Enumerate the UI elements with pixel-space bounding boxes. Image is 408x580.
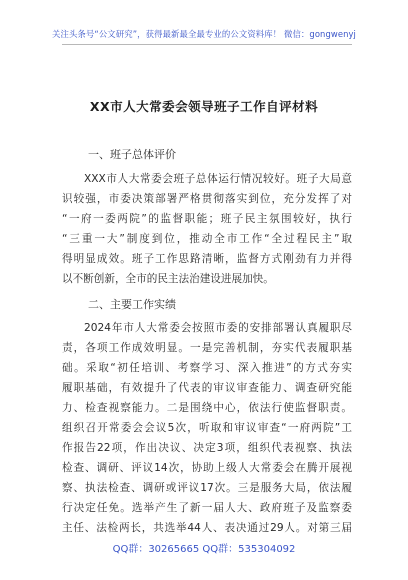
- paragraph-line: 察、执法检查、调研或评议17次。三是服务大局，依法履: [62, 482, 352, 494]
- section-heading-1: 一、班子总体评价: [88, 148, 176, 161]
- section-heading-2: 二、主要工作实绩: [88, 298, 176, 311]
- paragraph-line: 得明显成效。班子工作思路清晰，监督方式刚劲有力并得: [62, 253, 352, 265]
- paragraph-line: 组织召开常委会会议5次，听取和审议审查“一府两院”工: [62, 422, 352, 434]
- footer-contact: QQ群：30265665 QQ群：535304092: [112, 544, 296, 555]
- paragraph-line: 责，各项工作成效明显。一是完善机制，夯实代表履职基: [62, 342, 352, 354]
- paragraph-line: 以不断创新，全市的民主法治建设进展加快。: [62, 273, 274, 285]
- paragraph-line: 主任、法检两长，共选举44人、表决通过29人。对第三届: [62, 522, 352, 534]
- paragraph-line: “一府一委两院”的监督职能；班子民主氛围较好，执行: [62, 213, 352, 225]
- paragraph-line: 力、检查视察能力。二是围绕中心，依法行使监督职责。: [62, 402, 352, 414]
- paragraph-line: XXX市人大常委会班子总体运行情况较好。班子大局意: [84, 173, 352, 185]
- paragraph-line: 检查、调研、评议14次，协助上级人大常委会在腾开展视: [62, 462, 352, 474]
- paragraph-line: 作报告22项，作出决议、决定3项，组织代表视察、执法: [62, 442, 352, 454]
- header-divider: [62, 44, 352, 45]
- document-title: XX市人大常委会领导班子工作自评材料: [89, 99, 319, 114]
- paragraph-line: “三重一大”制度到位，推动全市工作“全过程民主”取: [62, 233, 352, 245]
- paragraph-line: 2024年市人大常委会按照市委的安排部署认真履职尽: [84, 322, 352, 334]
- header-banner: 关注头条号“公文研究”，获得最新最全最专业的公文资料库！ 微信：gongwenyj: [52, 29, 356, 39]
- paragraph-line: 识较强，市委决策部署严格贯彻落实到位，充分发挥了对: [62, 193, 352, 205]
- paragraph-line: 行决定任免。选举产生了新一届人大、政府班子及监察委: [62, 502, 352, 514]
- paragraph-line: 础。采取“初任培训、考察学习、深入推进”的方式夯实: [62, 362, 352, 374]
- paragraph-line: 履职基础，有效提升了代表的审议审查能力、调查研究能: [62, 382, 352, 394]
